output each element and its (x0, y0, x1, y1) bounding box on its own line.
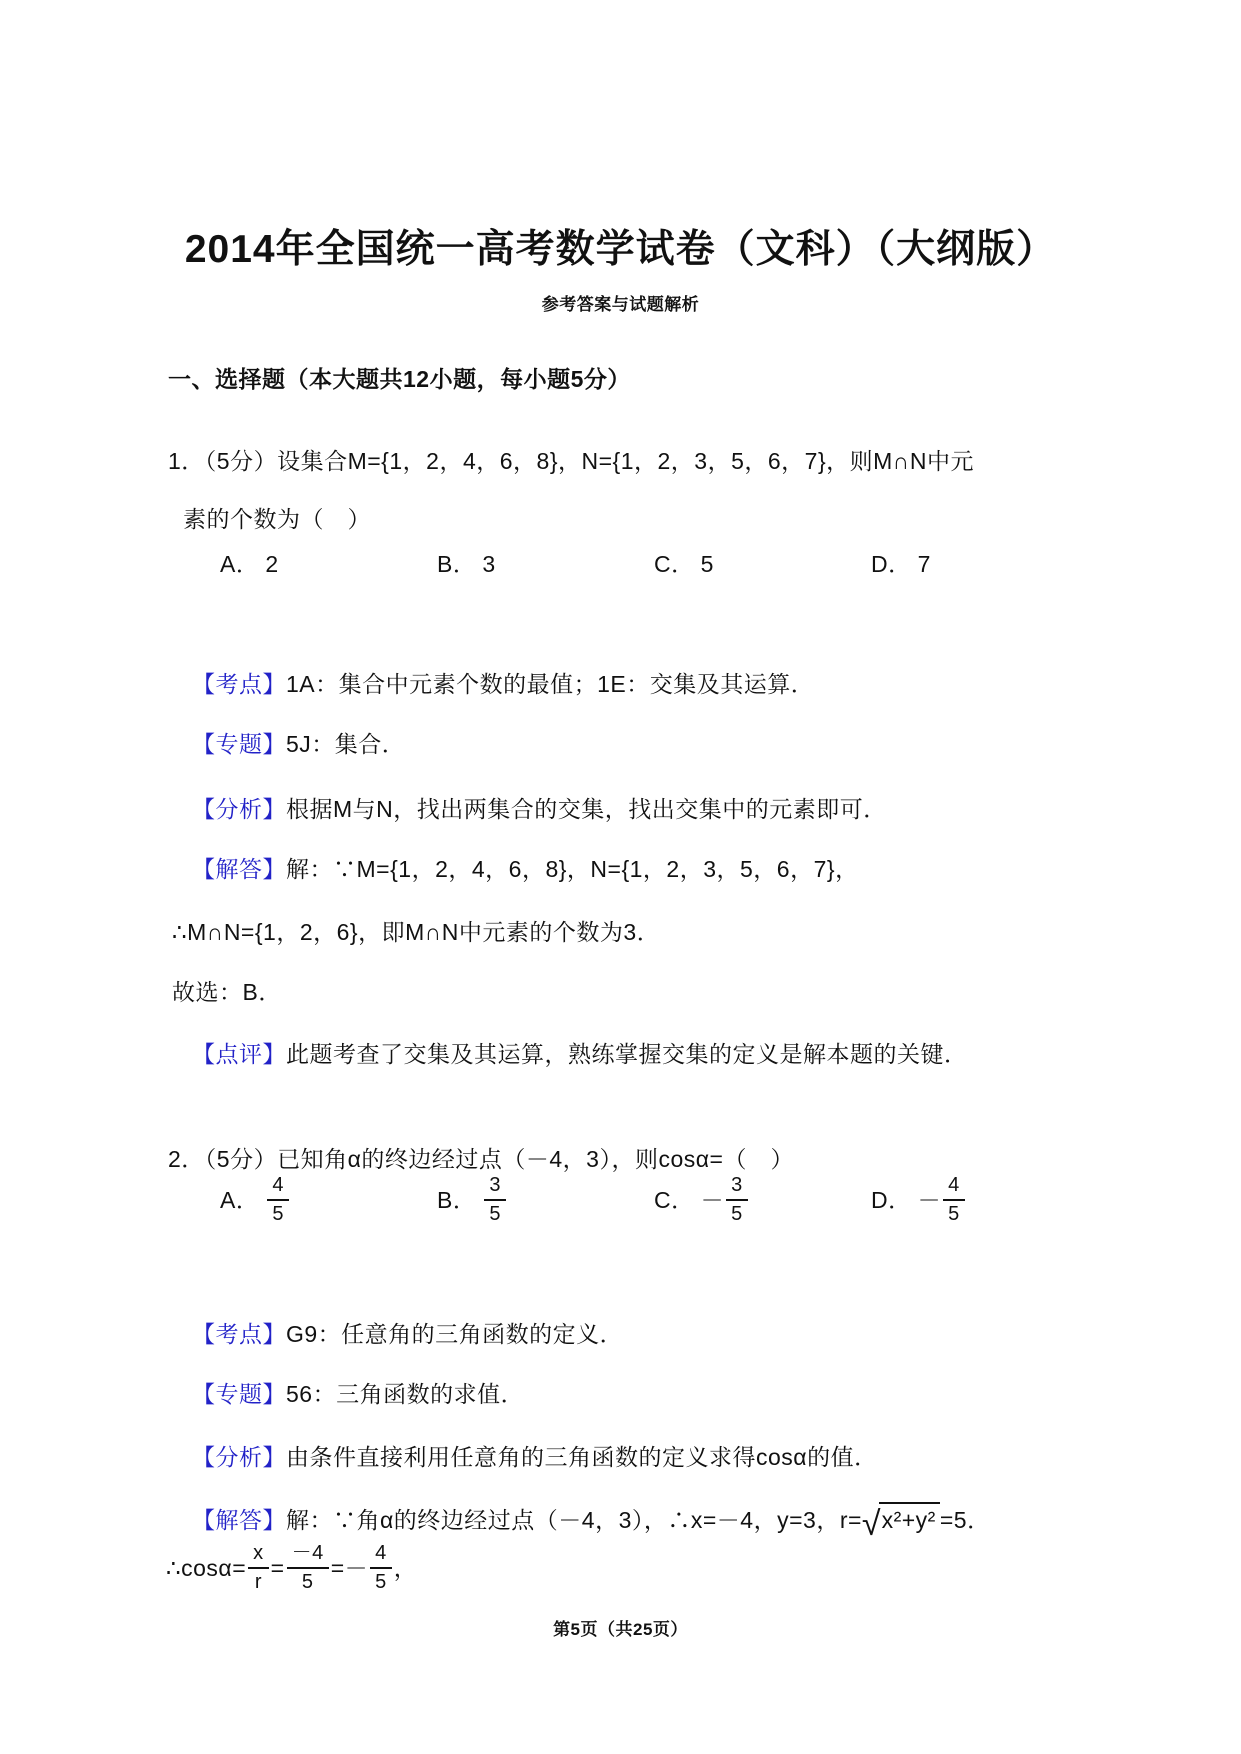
annotation-tag: 【专题】 (192, 1381, 286, 1407)
fraction-denominator: 5 (948, 1203, 960, 1225)
option-label: C． (654, 551, 695, 577)
solution-text: =5． (939, 1507, 991, 1533)
annotation-text: 此题考查了交集及其运算，熟练掌握交集的定义是解本题的关键． (286, 1041, 968, 1067)
option-label: B． (437, 1187, 477, 1213)
formula-text: ， (393, 1555, 418, 1581)
fraction-numerator: －4 (287, 1541, 329, 1569)
q1-solution-line: ∴M∩N={1，2，6}，即M∩N中元素的个数为3． (172, 919, 661, 945)
fraction-denominator: r (254, 1571, 262, 1593)
q1-stem-line2: 素的个数为（ ） (183, 506, 371, 532)
q2-stem: 2．（5分）已知角α的终边经过点（－4，3），则cosα=（ ） (168, 1146, 794, 1172)
annotation-text: 56：三角函数的求值． (286, 1381, 525, 1407)
annotation-tag: 【考点】 (192, 671, 286, 697)
fraction-numerator: 4 (267, 1173, 289, 1201)
q2-option-d (871, 1173, 965, 1227)
fraction-denominator: 5 (375, 1571, 387, 1593)
q2-annotation-kaodian (192, 1317, 623, 1351)
annotation-tag: 【解答】 (192, 1507, 286, 1533)
annotation-tag: 【解答】 (192, 856, 286, 882)
option-label: B． (437, 551, 477, 577)
annotation-text: 解：∵M={1，2，4，6，8}，N={1，2，3，5，6，7}， (286, 856, 859, 882)
q1-answer-line: 故选：B． (172, 979, 282, 1005)
fraction (484, 1173, 506, 1227)
q1-annotation-zhuanti (192, 727, 405, 761)
fraction-numerator: 4 (370, 1541, 392, 1569)
option-value: 2 (265, 551, 279, 577)
page-footer: 第5页（共25页） (553, 1620, 688, 1639)
q1-option-d (871, 547, 931, 581)
fraction-numerator: 4 (943, 1173, 965, 1201)
fraction (248, 1541, 269, 1595)
option-value: 3 (482, 551, 496, 577)
fraction-numerator: 3 (726, 1173, 748, 1201)
option-label: D． (871, 551, 912, 577)
formula-text: ∴cosα= (166, 1555, 247, 1581)
q1-annotation-fenxi (192, 792, 887, 826)
option-label: A． (220, 1187, 260, 1213)
option-sign: － (917, 1187, 942, 1213)
option-value: 7 (917, 551, 931, 577)
fraction-denominator: 5 (301, 1571, 314, 1593)
q2-annotation-zhuanti (192, 1377, 524, 1411)
fraction (943, 1173, 965, 1227)
q1-option-a (220, 547, 437, 581)
formula-text: =－ (330, 1555, 369, 1581)
q1-option-c (654, 547, 871, 581)
q2-option-b (437, 1173, 654, 1227)
q2-conclusion-line (166, 1532, 417, 1604)
document-title: 2014年全国统一高考数学试卷（文科）（大纲版） (184, 228, 1057, 272)
annotation-text: 由条件直接利用任意角的三角函数的定义求得cosα的值． (286, 1444, 878, 1470)
q1-option-b (437, 547, 654, 581)
fraction-numerator: x (248, 1541, 269, 1569)
annotation-tag: 【专题】 (192, 731, 286, 757)
option-label: D． (871, 1187, 912, 1213)
annotation-text: 5J：集合． (286, 731, 406, 757)
q1-options-row (220, 547, 931, 581)
fraction (287, 1541, 329, 1595)
annotation-text: G9：任意角的三角函数的定义． (286, 1321, 624, 1347)
fraction-denominator: 5 (272, 1203, 284, 1225)
document-subtitle: 参考答案与试题解析 (541, 295, 700, 315)
fraction-denominator: 5 (489, 1203, 501, 1225)
fraction-numerator: 3 (484, 1173, 506, 1201)
q2-options-row (220, 1164, 965, 1236)
annotation-tag: 【分析】 (192, 796, 286, 822)
annotation-text: 1A：集合中元素个数的最值；1E：交集及其运算． (286, 671, 815, 697)
fraction (726, 1173, 748, 1227)
fraction-denominator: 5 (731, 1203, 743, 1225)
annotation-text: 根据M与N，找出两集合的交集，找出交集中的元素即可． (286, 796, 887, 822)
annotation-tag: 【点评】 (192, 1041, 286, 1067)
q1-annotation-jieda (192, 852, 859, 886)
solution-text: 解：∵角α的终边经过点（－4，3），∴x=－4，y=3，r= (286, 1507, 862, 1533)
option-label: A． (220, 551, 260, 577)
annotation-tag: 【考点】 (192, 1321, 286, 1347)
sqrt-radicand: x²+y² (879, 1502, 940, 1533)
option-value: 5 (700, 551, 714, 577)
fraction (267, 1173, 289, 1227)
sqrt-radical-sign: √ (861, 1505, 879, 1543)
q2-option-a (220, 1173, 437, 1227)
section-heading: 一、选择题（本大题共12小题，每小题5分） (168, 366, 631, 392)
q1-annotation-dianping (192, 1037, 968, 1071)
q2-option-c (654, 1173, 871, 1227)
q1-annotation-kaodian (192, 667, 814, 701)
option-label: C． (654, 1187, 695, 1213)
option-sign: － (700, 1187, 725, 1213)
q1-stem-line1: 1．（5分）设集合M={1，2，4，6，8}，N={1，2，3，5，6，7}，则M∩N中元 (168, 448, 974, 474)
formula-text: = (270, 1555, 285, 1581)
q2-annotation-fenxi (192, 1440, 878, 1474)
fraction (370, 1541, 392, 1595)
annotation-tag: 【分析】 (192, 1444, 286, 1470)
